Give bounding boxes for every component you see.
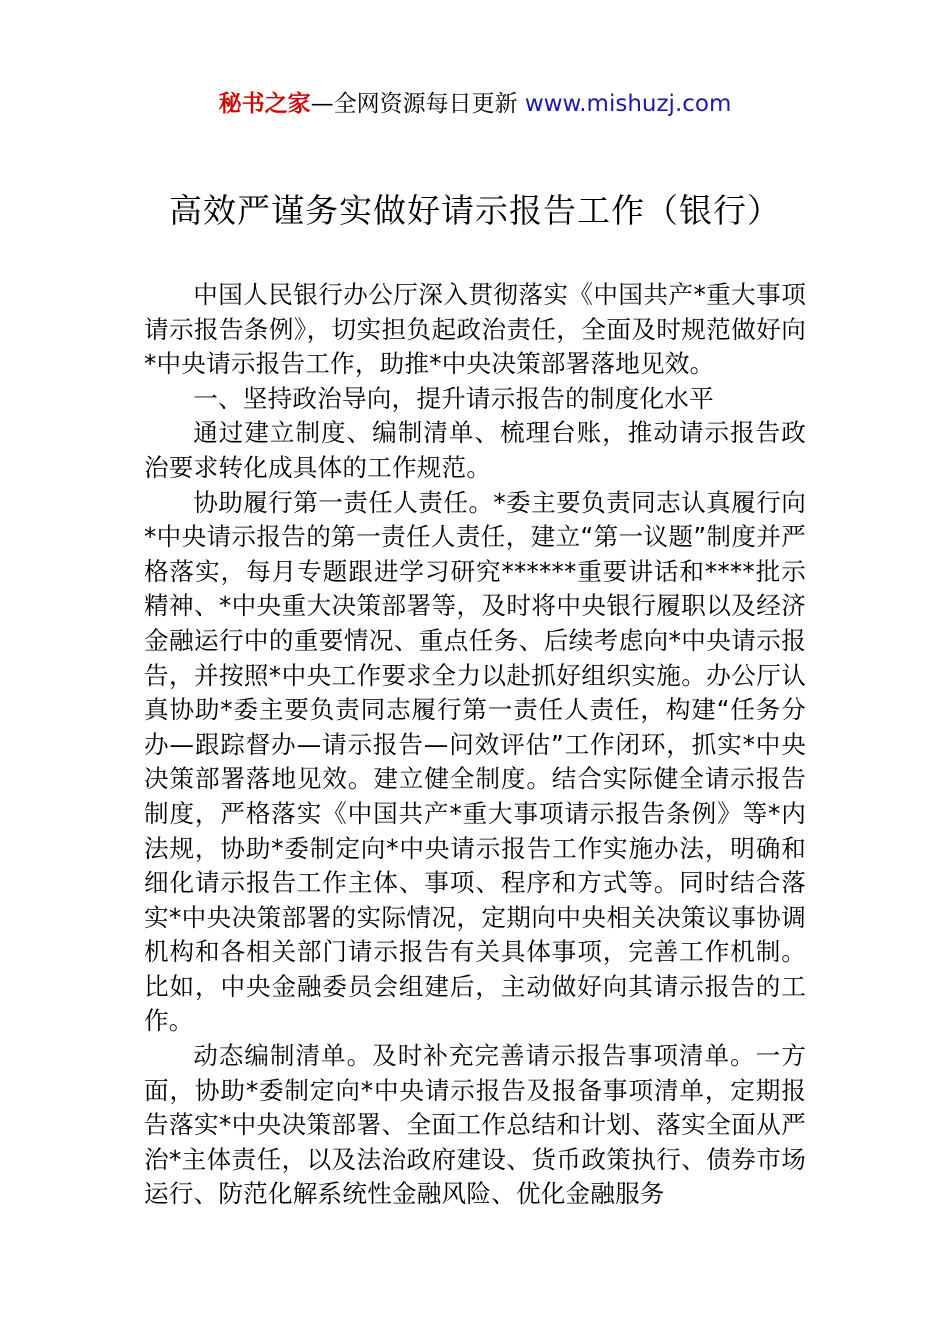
paragraph-responsibility: 协助履行第一责任人责任。*委主要负责同志认真履行向*中央请示报告的第一责任人责任，建立“第一议题”制度并严格落实，每月专题跟进学习研究******重要讲话和****批示精神、*中央重大决策部署等，及时将中央银行履职以及经济金融运行中的重要情况、重点任务、后续考虑向*中央请示报告，并按照*中央工作要求全力以赴抓好组织实施。办公厅认真协助*委主要负责同志履行第一责任人责任，构建“任务分办—跟踪督办—请示报告—问效评估”工作闭环，抓实*中央决策部署落地见效。建立健全制度。结合实际健全请示报告制度，严格落实《中国共产*重大事项请示报告条例》等*内法规，协助*委制定向*中央请示报告工作实施办法，明确和细化请示报告工作主体、事项、程序和方式等。同时结合落实*中央决策部署的实际情况，定期向中央相关决策议事协调机构和各相关部门请示报告有关具体事项，完善工作机制。比如，中央金融委员会组建后，主动做好向其请示报告的工作。 xyxy=(144,487,806,1036)
site-header xyxy=(0,86,950,122)
paragraph-checklist: 动态编制清单。及时补充完善请示报告事项清单。一方面，协助*委制定向*中央请示报告及报备事项清单，定期报告落实*中央决策部署、全面工作总结和计划、落实全面从严治*主体责任，以及法治政府建设、货币政策执行、债券市场运行、防范化解系统性金融风险、优化金融服务 xyxy=(144,1041,806,1209)
document-body xyxy=(144,278,806,1212)
section-heading-1: 一、坚持政治导向，提升请示报告的制度化水平 xyxy=(193,383,714,413)
site-url-link[interactable]: www.mishuzj.com xyxy=(524,91,732,117)
document-title: 高效严谨务实做好请示报告工作（银行） xyxy=(169,191,781,230)
site-tagline: —全网资源每日更新 xyxy=(310,91,525,117)
paragraph-intro: 中国人民银行办公厅深入贯彻落实《中国共产*重大事项请示报告条例》，切实担负起政治责任，全面及时规范做好向*中央请示报告工作，助推*中央决策部署落地见效。 xyxy=(144,280,806,379)
paragraph-section-summary: 通过建立制度、编制清单、梳理台账，推动请示报告政治要求转化成具体的工作规范。 xyxy=(144,418,806,482)
site-brand: 秘书之家 xyxy=(218,91,311,117)
